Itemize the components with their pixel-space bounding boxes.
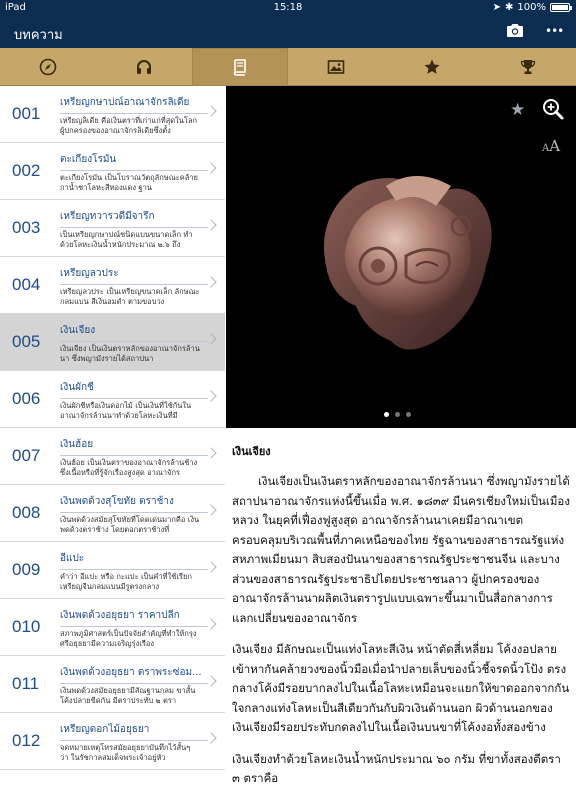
list-item[interactable] <box>0 143 225 200</box>
item-number: 001 <box>12 104 41 123</box>
article-title: เงินเจียง <box>232 445 271 458</box>
item-description: คำว่า อีแปะ หรือ กะแปะ เป็นคำที่ใช้เรียกเหรียญจีนกลมแบนมีรูตรงกลาง <box>60 572 192 591</box>
location-icon: ➤ <box>492 2 502 13</box>
item-title: เงินพดด้วงสุโขทัย ตราช้าง <box>60 494 208 513</box>
image-icon <box>327 58 345 76</box>
item-title: เหรียญกษาปณ์อาณาจักรลิเดีย <box>60 95 208 114</box>
item-description: เงินพดด้วงสมัยอยุธยามีสัณฐานกลม ขาสั้นโค้งปลายขีดกัน มีตราประทับ ๒ ตรา <box>60 686 196 705</box>
zoom-in-icon[interactable] <box>542 98 564 120</box>
image-viewer[interactable] <box>226 86 576 428</box>
tab-favorites[interactable] <box>384 48 480 86</box>
tab-achievements[interactable] <box>480 48 576 86</box>
item-number: 004 <box>12 275 41 294</box>
item-number: 003 <box>12 218 41 237</box>
status-right <box>493 2 570 13</box>
battery-icon <box>550 3 570 12</box>
item-title: เงินพดด้วงอยุธยา ตราพระซ่อม... <box>60 665 208 684</box>
list-item[interactable] <box>0 428 225 485</box>
device-label: iPad <box>5 2 26 13</box>
favorite-star-icon[interactable]: ★ <box>510 100 526 120</box>
headphones-icon <box>135 58 153 76</box>
list-item[interactable] <box>0 656 225 713</box>
list-item[interactable] <box>0 86 225 143</box>
list-item[interactable] <box>0 485 225 542</box>
item-description: ตะเกียงโรมัน เป็นโบราณวัตถุลักษณะคล้ายกาน้ำชาโลหะสีทองแดง ฐาน <box>60 173 198 192</box>
item-description: เงินฮ้อย เป็นเงินตราของอาณาจักรล้านช้าง ซึ่งเนื้อหรือที่รู้จักเรื่องสูงสุด อาณาจักร <box>60 458 198 477</box>
item-number: 002 <box>12 161 41 180</box>
tab-compass[interactable] <box>0 48 96 86</box>
item-description: เงินเจียง เป็นเงินตราหลักของอาณาจักรล้านนา ซึ่งพญามังรายได้สถาปนา <box>60 344 200 363</box>
trophy-icon <box>519 58 537 76</box>
item-title: อีแปะ <box>60 551 208 570</box>
book-icon <box>231 58 249 76</box>
item-description: จดหมายเหตุโหรสมัยอยุธยาบันทึกไว้สั้นๆ ว่า ในรัชกาลสมเด็จพระเจ้าอยู่หัว <box>60 743 191 762</box>
page-dot[interactable] <box>395 412 400 417</box>
item-number: 011 <box>12 674 40 693</box>
tab-audio[interactable] <box>96 48 192 86</box>
font-small-label: A <box>542 143 550 154</box>
item-description: เหรียญลวประ เป็นเหรียญขนาดเล็ก ลักษณะกลมแบน สีเงินอมดำ ตามขอบวง <box>60 287 200 306</box>
list-item[interactable] <box>0 257 225 314</box>
item-title: เหรียญดอกไม้อยุธยา <box>60 722 208 741</box>
list-item[interactable] <box>0 542 225 599</box>
article-paragraph-3: เงินเจียงทำด้วยโลหะเงินน้ำหนักประมาณ ๖๐ กรัม ที่ขาทั้งสองตีตรา ๓ ตราคือ <box>232 751 561 785</box>
item-number: 007 <box>12 446 41 465</box>
battery-percent: 100% <box>517 2 546 13</box>
compass-icon <box>39 58 57 76</box>
tab-gallery[interactable] <box>288 48 384 86</box>
item-number: 008 <box>12 503 41 522</box>
list-item[interactable] <box>0 599 225 656</box>
more-icon[interactable]: ••• <box>545 24 564 38</box>
list-item[interactable] <box>0 713 225 770</box>
coin-photo <box>286 126 516 376</box>
list-item[interactable] <box>0 371 225 428</box>
item-description: เงินผักชีหรือเงินดอกไม้ เป็นเงินที่ใช้กันในอาณาจักรล้านนาทำด้วยโลหะเงินที่มี <box>60 401 192 420</box>
star-icon <box>423 58 441 76</box>
list-item[interactable] <box>0 200 225 257</box>
page-dot[interactable] <box>384 412 389 417</box>
item-title: เงินพดด้วงอยุธยา ราคาปลีก <box>60 608 208 627</box>
font-size-button[interactable] <box>542 136 560 155</box>
article-content <box>226 428 576 785</box>
article-list <box>0 86 225 768</box>
item-number: 010 <box>12 617 41 636</box>
item-title: เหรียญทวารวดีมีจารึก <box>60 209 208 228</box>
item-number: 005 <box>12 332 41 351</box>
item-number: 006 <box>12 389 41 408</box>
page-title: บทความ <box>14 28 63 43</box>
item-description: เหรียญลิเดีย คือเงินตราที่เก่าแก่ที่สุดในโลก ผู้ปกครองของอาณาจักรลิเดียซึ่งตั้ง <box>60 116 198 135</box>
nav-bar <box>0 16 576 48</box>
page-indicator[interactable] <box>384 412 411 417</box>
item-title: เงินฮ้อย <box>60 437 208 456</box>
item-title: เหรียญลวประ <box>60 266 208 285</box>
item-description: เป็นเหรียญกษาปณ์ชนิดแบนขนาดเล็ก ทำด้วยโลหะเงินน้ำหนักประมาณ ๒.๖ ถึง <box>60 230 193 249</box>
tab-articles[interactable] <box>192 48 288 86</box>
item-number: 009 <box>12 560 41 579</box>
item-title: เงินเจียง <box>60 323 208 342</box>
page-dot[interactable] <box>406 412 411 417</box>
item-description: สภาพภูมิศาสตร์เป็นปัจจัยสำคัญที่ทำให้กรุงศรีอยุธยามีความเจริญรุ่งเรือง <box>60 629 197 648</box>
list-item[interactable] <box>0 314 225 371</box>
article-paragraph-2: เงินเจียง มีลักษณะเป็นแท่งโลหะสีเงิน หน้าตัดสี่เหลี่ยม โค้งงอปลายเข้าหากันคล้ายวงของนิ้วมือเมื่อนำปลายเล็บของนิ้วชี้จรดนิ้วโป้ง ตรงกลางโค้งมีรอยบากลงไปในเนื้อโลหะเหมือนจะแยกให้ขาดออกจากกันใจกลางแท่งโลหะเป็นสีเดียวกันกับผิวเงินด้านนอก ผิวด้านนอกของเงินเจียงมีรอยประทับกดลงไปในเนื้อเงินบนขาที่โค้งงอทั้งสองข้าง <box>232 642 570 734</box>
item-title: ตะเกียงโรมัน <box>60 152 208 171</box>
item-title: เงินผักชี <box>60 380 208 399</box>
article-paragraph-1: เงินเจียงเป็นเงินตราหลักของอาณาจักรล้านนา ซึ่งพญามังรายได้สถาปนาอาณาจักรแห่งนี้ขึ้นเมื่อ พ.ศ. ๑๘๓๙ มีนครเชียงใหม่เป็นเมืองหลวง ในยุคที่เฟื่องฟูสูงสุด อาณาจักรล้านนาเคยมีอาณาเขตครอบคลุมบริเวณพื้นที่ภาคเหนือของไทย รัฐฉานของสาธารณรัฐแห่งสหภาพเมียนมา สิบสองปันนาของสาธารณรัฐประชาชนจีน และบางส่วนของสาธารณรัฐประชาธิปไตยประชาชนลาว ผู้ปกครองของอาณาจักรล้านนาผลิตเงินตรารูปแบบเฉพาะขึ้นมาเป็นสื่อกลางการแลกเปลี่ยนของอาณาจักร <box>232 474 570 625</box>
status-time: 15:18 <box>273 2 303 13</box>
item-description: เงินพดด้วงสมัยสุโขทัยที่โดดเด่นมากคือ เงินพดด้วงตราช้าง โดยตอกตราช้างที่ <box>60 515 200 534</box>
tab-bar <box>0 48 576 86</box>
status-bar <box>0 0 576 16</box>
camera-icon[interactable] <box>506 23 524 38</box>
item-number: 012 <box>12 731 41 750</box>
font-big-label: A <box>549 137 561 155</box>
bluetooth-icon: ✱ <box>505 2 514 13</box>
